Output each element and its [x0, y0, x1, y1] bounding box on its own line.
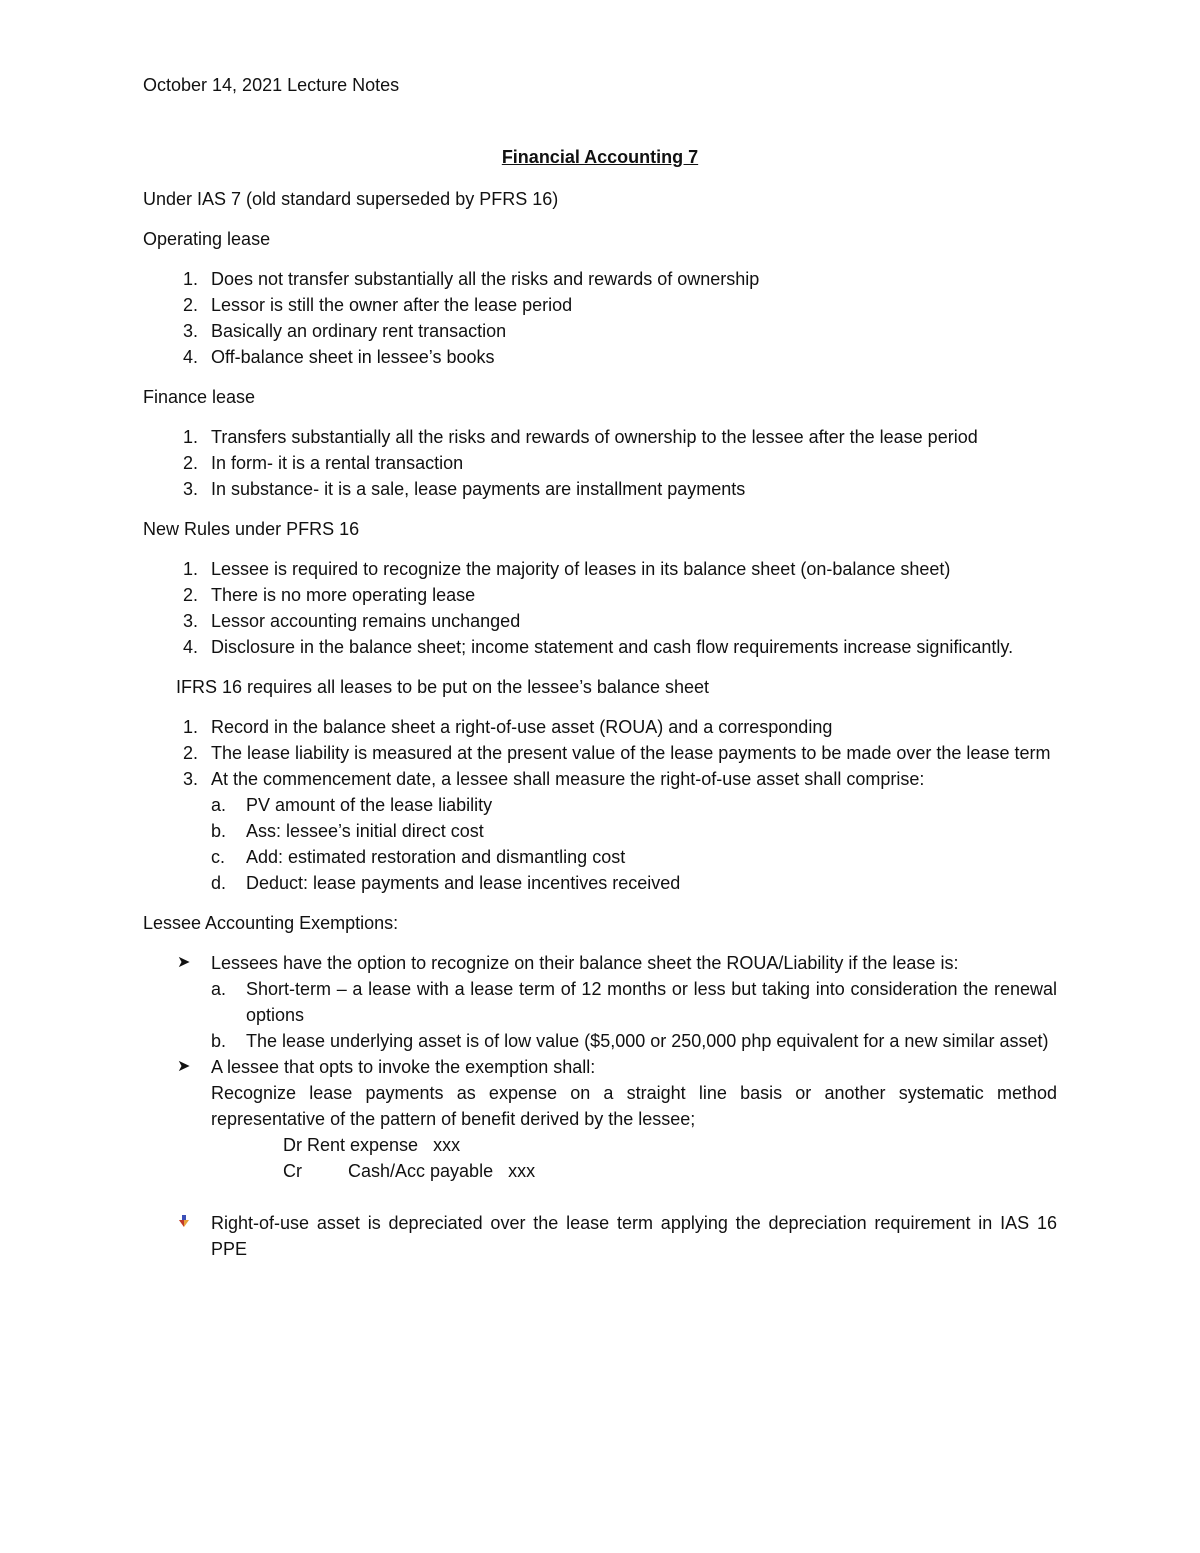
- list-item: 1. Record in the balance sheet a right-of-use asset (ROUA) and a corresponding: [183, 717, 833, 737]
- list-item: ➤ Lessees have the option to recognize on their balance sheet the ROUA/Liability if the lease is: a. Short-term – a lease with a lease term of 12 months or less but taking into consideration the renewal options b. The lease underlying asset is of low value ($5,000 or 250,000 php equivalent for a new similar asset): [143, 950, 1057, 1054]
- exemption-rule-text: Recognize lease payments as expense on a straight line basis or another systematic method representative of the pattern of benefit derived by the lessee;: [211, 1083, 1057, 1129]
- operating-lease-heading: Operating lease: [143, 229, 271, 249]
- sub-list-item: d. Deduct: lease payments and lease incentives received: [211, 873, 681, 893]
- journal-credit-line: Cr Cash/Acc payable xxx: [283, 1161, 536, 1181]
- exemptions-list: [143, 950, 1057, 1184]
- list-item: 4. Disclosure in the balance sheet; income statement and cash flow requirements increase significantly.: [183, 637, 1014, 657]
- list-item: 3. Basically an ordinary rent transaction: [183, 321, 507, 341]
- arrow-bullet-icon: ➤: [177, 1058, 191, 1075]
- document-body: [143, 186, 1057, 1262]
- depreciation-note: Right-of-use asset is depreciated over the lease term applying the depreciation requirement in IAS 16 PPE: [143, 1210, 1057, 1262]
- ifrs16-heading: IFRS 16 requires all leases to be put on the lessee’s balance sheet: [176, 677, 709, 697]
- list-item: ➤ A lessee that opts to invoke the exemption shall: Recognize lease payments as expense on a straight line basis or another systematic method representative of the pattern of benefit derived by the lessee; Dr Rent expense xxx Cr Cash/Acc payable xxx: [143, 1054, 1057, 1184]
- list-item: 1. Lessee is required to recognize the majority of leases in its balance sheet (on-balance sheet): [183, 559, 951, 579]
- new-rules-list: [143, 556, 1057, 660]
- ifrs16-sub-list: [211, 792, 1057, 896]
- arrow-down-bullet-icon: [177, 1214, 191, 1228]
- exemptions-sub-list: [211, 976, 1057, 1054]
- sub-list-item: a. Short-term – a lease with a lease term of 12 months or less but taking into consideration the renewal options: [211, 979, 1057, 1025]
- document-title: Financial Accounting 7: [501, 147, 699, 167]
- ifrs16-list: [143, 714, 1057, 896]
- sub-list-item: b. The lease underlying asset is of low value ($5,000 or 250,000 php equivalent for a new similar asset): [211, 1031, 1049, 1051]
- list-item: 2. There is no more operating lease: [183, 585, 476, 605]
- list-item: 1. Transfers substantially all the risks and rewards of ownership to the lessee after the lease period: [183, 427, 978, 447]
- list-item: 3. Lessor accounting remains unchanged: [183, 611, 521, 631]
- sub-list-item: a. PV amount of the lease liability: [211, 795, 493, 815]
- sub-list-item: c. Add: estimated restoration and dismantling cost: [211, 847, 626, 867]
- list-item: 3. At the commencement date, a lessee shall measure the right-of-use asset shall comprise: a. PV amount of the lease liability b. Ass: lessee’s initial direct cost c. Add: estimated restoration and dismantling cost d. Deduct: lease payments and lease incentives received: [143, 766, 1057, 896]
- list-item: 2. Lessor is still the owner after the lease period: [183, 295, 573, 315]
- list-item: 2. The lease liability is measured at the present value of the lease payments to be made over the lease term: [183, 743, 1051, 763]
- finance-lease-heading: Finance lease: [143, 387, 256, 407]
- list-item: 4. Off-balance sheet in lessee’s books: [183, 347, 495, 367]
- journal-entry: [211, 1132, 1057, 1184]
- list-item: 1. Does not transfer substantially all the risks and rewards of ownership: [183, 269, 760, 289]
- journal-debit-line: Dr Rent expense xxx: [283, 1135, 461, 1155]
- document-date: October 14, 2021 Lecture Notes: [143, 75, 400, 95]
- sub-list-item: b. Ass: lessee’s initial direct cost: [211, 821, 484, 841]
- operating-lease-list: [143, 266, 1057, 370]
- list-item: 2. In form- it is a rental transaction: [183, 453, 464, 473]
- list-item: 3. In substance- it is a sale, lease payments are installment payments: [183, 479, 746, 499]
- finance-lease-list: [143, 424, 1057, 502]
- new-rules-heading: New Rules under PFRS 16: [143, 519, 360, 539]
- arrow-bullet-icon: ➤: [177, 954, 191, 971]
- intro-text: Under IAS 7 (old standard superseded by PFRS 16): [143, 189, 559, 209]
- exemptions-heading: Lessee Accounting Exemptions:: [143, 913, 399, 933]
